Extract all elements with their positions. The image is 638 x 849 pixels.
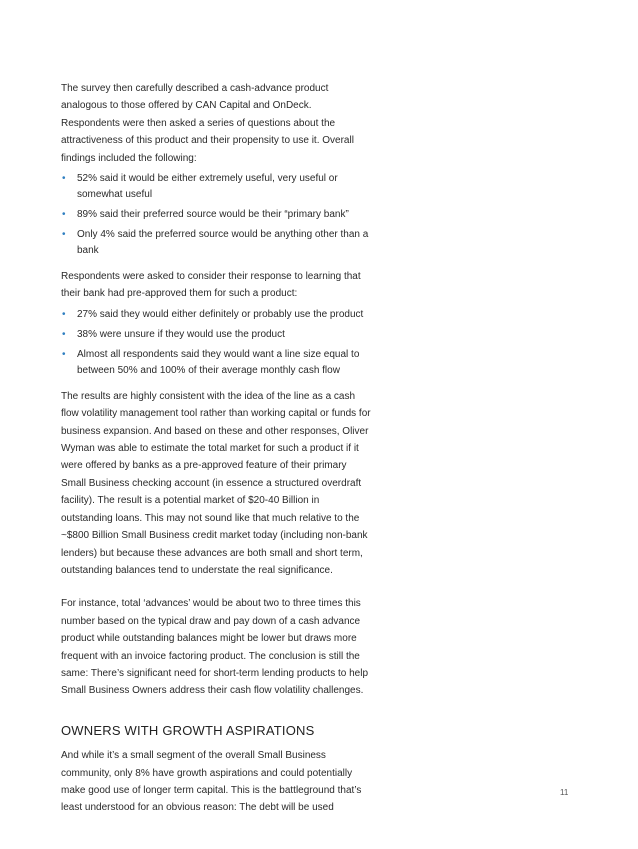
paragraph-results: The results are highly consistent with the idea of the line as a cash flow volatility management tool rather than working capital or funds for business expansion. And based on these and other responses, Oliver Wyman was able to estimate the total market for such a product if it were offered by banks as a pre-approved feature of their primary Small Business checking account (in essence a structured overdraft facility). The result is a potential market of $20-40 Billion in outstanding loans. This may not sound like that much relative to the ~$800 Billion Small Business credit market today (including non-bank lenders) but because these advances are both small and short term, outstanding balances tend to understate the real significance.	[61, 390, 371, 576]
bullet-icon: •	[62, 308, 66, 320]
bullet-icon: •	[62, 173, 66, 185]
paragraph-preapproved: Respondents were asked to consider their response to learning that their bank had pre-approved them for such a product:	[61, 271, 361, 300]
list-item: • 52% said it would be either extremely useful, very useful or somewhat useful	[62, 173, 338, 201]
paragraph-intro: The survey then carefully described a cash-advance product analogous to those offered by CAN Capital and OnDeck. Respondents were then asked a series of questions about the attractiveness of this product and their propensity to use it. Overall findings included the following:	[61, 83, 354, 164]
page-number: 11	[560, 788, 569, 797]
list-item: • Almost all respondents said they would want a line size equal to between 50% and 100% of their average monthly cash flow	[62, 348, 360, 376]
list-item: • 89% said their preferred source would be their “primary bank”	[61, 207, 371, 223]
bullet-icon: •	[62, 328, 66, 340]
bullet-icon: •	[62, 229, 66, 241]
list-item: • 38% were unsure if they would use the product	[61, 327, 371, 343]
preapproved-list	[61, 307, 371, 379]
body-column	[61, 80, 371, 817]
paragraph-instance: For instance, total ‘advances’ would be about two to three times this number based on the typical draw and pay down of a cash advance product while outstanding balances might be lower but draws more frequent with an invoice factoring product. The conclusion is still the same: There’s significant need for short-term lending products to help Small Business Owners address their cash flow volatility challenges.	[61, 598, 369, 697]
list-item: • Only 4% said the preferred source would be anything other than a bank	[62, 229, 369, 257]
list-item: • 27% said they would either definitely or probably use the product	[61, 307, 371, 323]
bullet-icon: •	[62, 348, 66, 360]
paragraph-growth: And while it’s a small segment of the overall Small Business community, only 8% have growth aspirations and could potentially make good use of longer term capital. This is the battleground that’s least understood for an obvious reason: The debt will be used	[61, 750, 362, 814]
findings-list	[61, 171, 371, 259]
section-heading: OWNERS WITH GROWTH ASPIRATIONS	[61, 722, 315, 738]
bullet-icon: •	[62, 209, 66, 221]
